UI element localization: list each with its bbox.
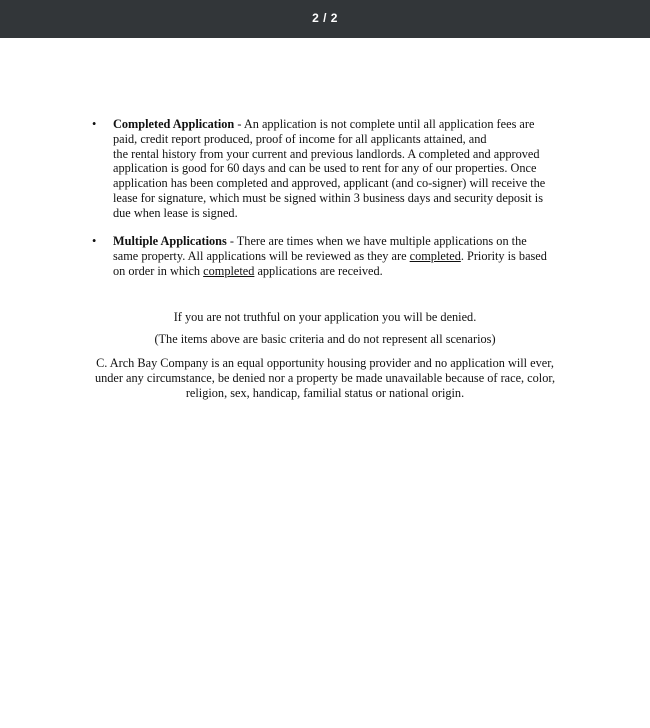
text-line: paid, credit report produced, proof of income for all applicants attained, and [113, 131, 487, 146]
text-line: - An application is not complete until all application fees are [234, 117, 535, 131]
bullet-dot: • [92, 234, 97, 248]
text-line: application has been completed and approved, applicant (and co-signer) will receive the [113, 176, 546, 191]
text-segment: same property. All applications will be reviewed as they are [113, 248, 410, 263]
text-segment: . Priority is based [460, 248, 547, 263]
underlined-word: completed [203, 263, 255, 278]
page-indicator: 2 / 2 [312, 11, 338, 25]
text-line: lease for signature, which must be signed within 3 business days and security deposit is [113, 190, 543, 205]
bullet-multiple-applications [92, 234, 573, 278]
bullet-completed-application [92, 117, 573, 221]
underlined-word: completed [409, 248, 461, 263]
bullet-text [113, 117, 573, 221]
text-line: due when lease is signed. [113, 205, 238, 220]
text-line: the rental history from your current and previous landlords. A completed and approved [113, 146, 540, 161]
bullet-dot: • [92, 117, 97, 131]
criteria-note: (The items above are basic criteria and do not represent all scenarios) [154, 332, 496, 346]
text-line: application is good for 60 days and can be used to rent for any of our properties. Once [113, 161, 537, 176]
text-line: C. Arch Bay Company is an equal opportunity housing provider and no application will ever, [96, 356, 554, 370]
bullet-title: Multiple Applications [113, 234, 227, 248]
bullet-text [113, 234, 573, 278]
text-line: religion, sex, handicap, familial status or national origin. [185, 385, 465, 400]
equal-opportunity-statement [75, 356, 575, 400]
text-line: - There are times when we have multiple applications on the [226, 234, 527, 248]
text-line: under any circumstance, be denied nor a property be made unavailable because of race, color, [94, 370, 556, 385]
text-segment: applications are received. [254, 263, 383, 278]
text-segment: on order in which [113, 263, 204, 278]
truthful-notice: If you are not truthful on your application you will be denied. [173, 310, 477, 324]
pdf-toolbar [0, 0, 650, 38]
document-page [0, 38, 650, 728]
bullet-title: Completed Application [113, 117, 235, 131]
